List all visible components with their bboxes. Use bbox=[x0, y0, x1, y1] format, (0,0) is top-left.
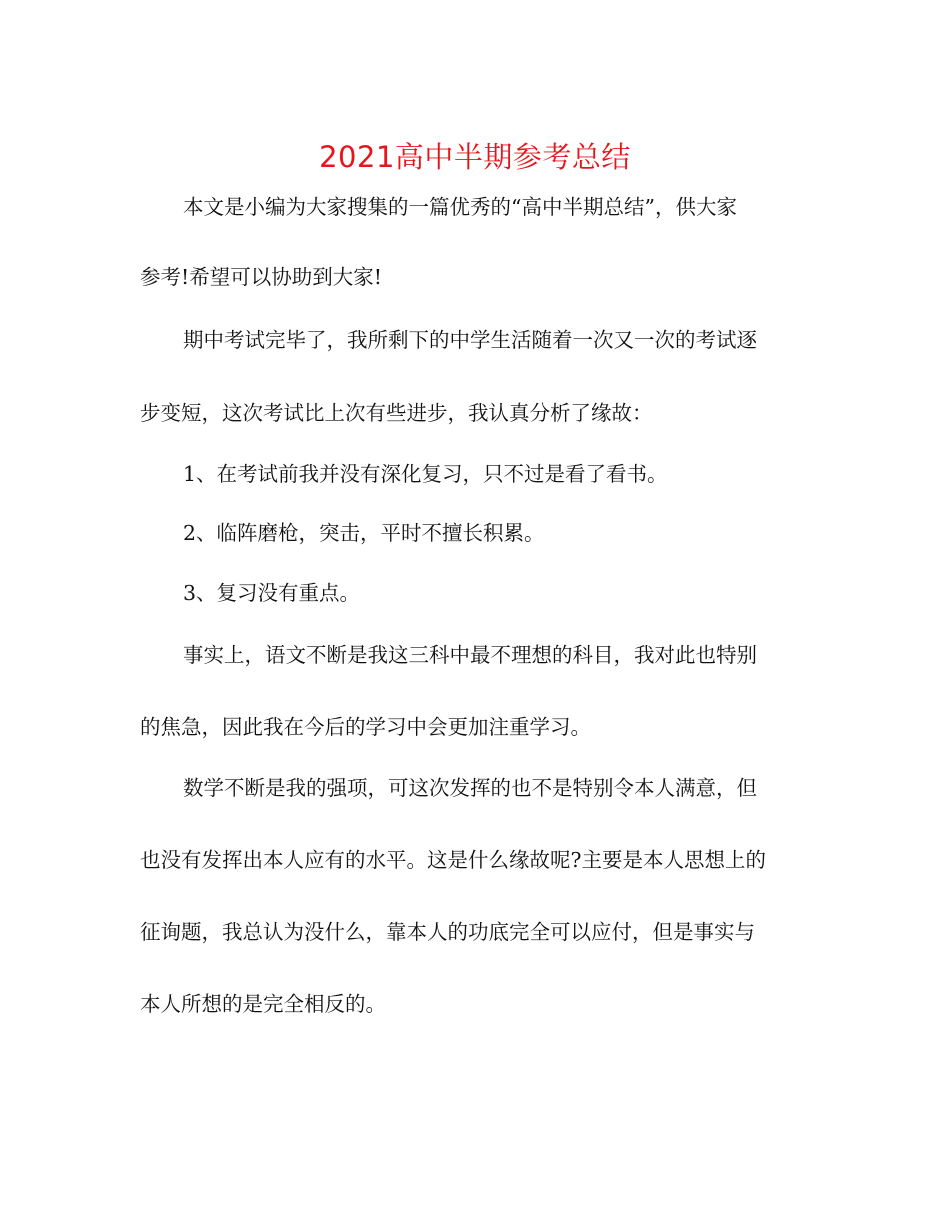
paragraph-line: 数学不断是我的强项，可这次发挥的也不是特别令本人满意，但 bbox=[183, 776, 757, 800]
paragraph-line: 也没有发挥出本人应有的水平。这是什么缘故呢?主要是本人思想上的 bbox=[140, 848, 766, 872]
paragraph-line: 本人所想的是完全相反的。 bbox=[140, 992, 386, 1016]
list-item: 1、在考试前我并没有深化复习，只不过是看了看书。 bbox=[183, 462, 668, 486]
page-title: 2021高中半期参考总结 bbox=[319, 140, 631, 174]
paragraph-line: 参考!希望可以协助到大家! bbox=[140, 265, 382, 289]
paragraph-line: 事实上，语文不断是我这三科中最不理想的科目，我对此也特别 bbox=[183, 643, 757, 667]
paragraph-line: 本文是小编为大家搜集的一篇优秀的“高中半期总结”，供大家 bbox=[183, 195, 737, 219]
list-item: 2、临阵磨枪，突击，平时不擅长积累。 bbox=[183, 521, 545, 545]
paragraph-line: 的焦急，因此我在今后的学习中会更加注重学习。 bbox=[140, 715, 591, 739]
list-item: 3、复习没有重点。 bbox=[183, 581, 361, 605]
paragraph-line: 步变短，这次考试比上次有些进步，我认真分析了缘故： bbox=[140, 401, 653, 425]
paragraph-line: 期中考试完毕了，我所剩下的中学生活随着一次又一次的考试逐 bbox=[183, 328, 757, 352]
paragraph-line: 征询题，我总认为没什么，靠本人的功底完全可以应付，但是事实与 bbox=[140, 920, 755, 944]
